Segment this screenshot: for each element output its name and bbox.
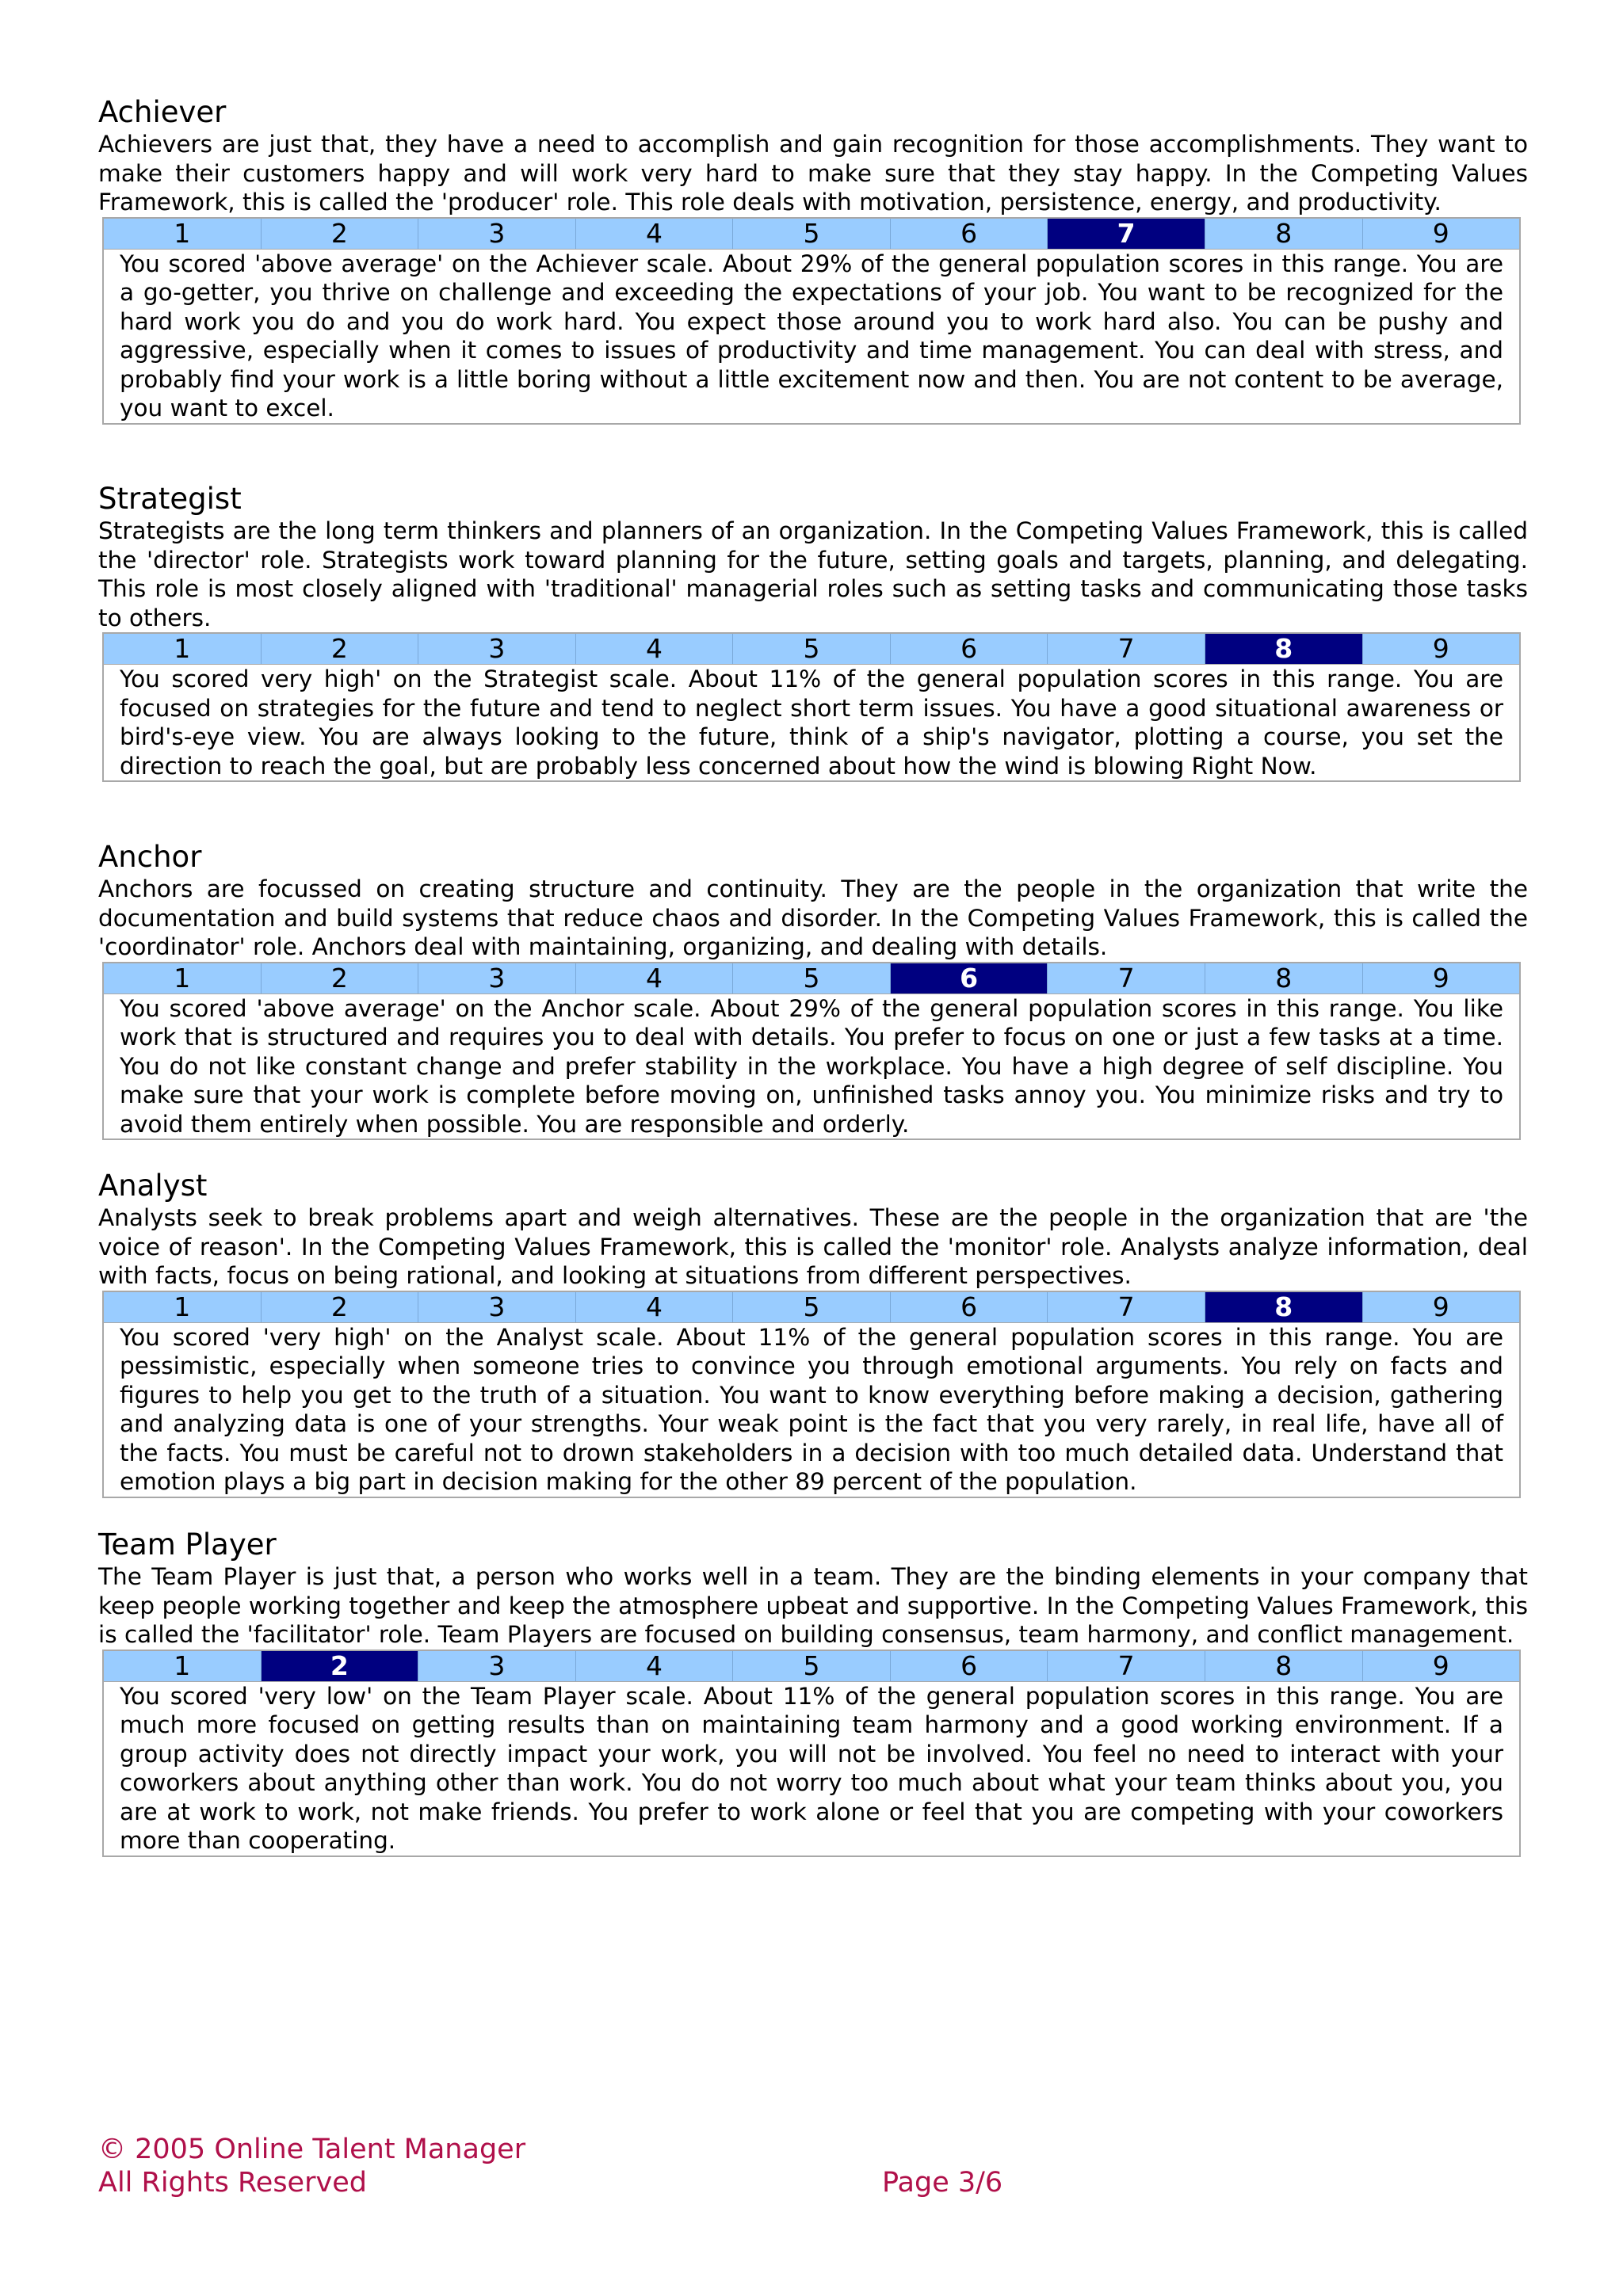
section-title: Strategist bbox=[98, 482, 242, 516]
score-result-text: You scored very high' on the Strategist scale. About 11% of the general population scores in this range. You are focused on strategies for the future and tend to neglect short term issues. You have a good situational awareness or bird's-eye view. You are always looking to the future, think of a ship's navigator, plotting a course, you set the direction to reach the goal, but are probably less concerned about how the wind is blowing Right Now. bbox=[104, 664, 1519, 780]
scale-cell-7: 7 bbox=[1048, 634, 1205, 664]
scale-cell-7: 7 bbox=[1048, 1651, 1205, 1681]
scale-cell-4: 4 bbox=[576, 1292, 734, 1322]
scale-cell-9: 9 bbox=[1363, 1292, 1520, 1322]
section-description: The Team Player is just that, a person who works well in a team. They are the binding elements in your company that keep people working together and keep the atmosphere upbeat and supportive. In the Competing Values Framework, this is called the 'facilitator' role. Team Players are focused on building consensus, team harmony, and conflict management. bbox=[98, 1563, 1528, 1648]
scale-cell-5: 5 bbox=[733, 634, 891, 664]
section-description: Achievers are just that, they have a need to accomplish and gain recognition for those accomplishments. They want to make their customers happy and will work very hard to make sure that they stay happy. In the Competing Values Framework, this is called the 'producer' role. This role deals with motivation, persistence, energy, and productivity. bbox=[98, 131, 1528, 215]
scale-cell-8: 8 bbox=[1205, 1292, 1363, 1322]
scale-cell-6: 6 bbox=[891, 1651, 1048, 1681]
section-description: Analysts seek to break problems apart and weigh alternatives. These are the people in the organization that are 'the voice of reason'. In the Competing Values Framework, this is called the 'monitor' role. Analysts analyze information, deal with facts, focus on being rational, and looking at situations from different perspectives. bbox=[98, 1204, 1528, 1289]
score-scale bbox=[102, 1650, 1521, 1857]
score-result-text: You scored 'very high' on the Analyst scale. About 11% of the general population scores in this range. You are pessimistic, especially when someone tries to convince you through emotional arguments. You rely on facts and figures to help you get to the truth of a situation. You want to know everything before making a decision, gathering and analyzing data is one of your strengths. Your weak point is the fact that you very rarely, in real life, have all of the facts. You must be careful not to drown stakeholders in a decision with too much detailed data. Understand that emotion plays a big part in decision making for the other 89 percent of the population. bbox=[104, 1322, 1519, 1497]
section-title: Achiever bbox=[98, 95, 227, 129]
scale-cell-2: 2 bbox=[262, 1292, 419, 1322]
scale-cell-4: 4 bbox=[576, 963, 734, 994]
scale-row bbox=[104, 634, 1519, 664]
scale-cell-6: 6 bbox=[891, 963, 1048, 994]
scale-row bbox=[104, 219, 1519, 249]
scale-row bbox=[104, 1292, 1519, 1322]
scale-cell-6: 6 bbox=[891, 1292, 1048, 1322]
section-anchor bbox=[98, 840, 1528, 1140]
section-title: Team Player bbox=[98, 1527, 277, 1562]
score-scale bbox=[102, 632, 1521, 782]
scale-cell-5: 5 bbox=[733, 1292, 891, 1322]
score-scale bbox=[102, 217, 1521, 425]
scale-cell-4: 4 bbox=[576, 219, 734, 249]
scale-cell-3: 3 bbox=[418, 1651, 576, 1681]
scale-cell-1: 1 bbox=[104, 963, 262, 994]
score-result-text: You scored 'above average' on the Achiever scale. About 29% of the general population scores in this range. You are a go-getter, you thrive on challenge and exceeding the expectations of your job. You want to be recognized for the hard work you do and you do work hard. You expect those around you to work hard also. You can be pushy and aggressive, especially when it comes to issues of productivity and time management. You can deal with stress, and probably find your work is a little boring without a little excitement now and then. You are not content to be average, you want to excel. bbox=[104, 249, 1519, 423]
scale-cell-9: 9 bbox=[1363, 219, 1520, 249]
score-result-text: You scored 'very low' on the Team Player scale. About 11% of the general population scores in this range. You are much more focused on getting results than on maintaining team harmony and a good working environment. If a group activity does not directly impact your work, you will not be involved. You feel no need to interact with your coworkers about anything other than work. You do not worry too much about what your team thinks about you, you are at work to work, not make friends. You prefer to work alone or feel that you are competing with your coworkers more than cooperating. bbox=[104, 1681, 1519, 1855]
scale-cell-7: 7 bbox=[1048, 219, 1205, 249]
scale-cell-2: 2 bbox=[262, 634, 419, 664]
scale-cell-3: 3 bbox=[418, 219, 576, 249]
scale-cell-3: 3 bbox=[418, 963, 576, 994]
scale-cell-4: 4 bbox=[576, 634, 734, 664]
scale-cell-9: 9 bbox=[1363, 1651, 1520, 1681]
section-title: Anchor bbox=[98, 840, 202, 874]
scale-cell-7: 7 bbox=[1048, 963, 1205, 994]
scale-cell-1: 1 bbox=[104, 634, 262, 664]
scale-cell-5: 5 bbox=[733, 1651, 891, 1681]
section-description: Strategists are the long term thinkers and planners of an organization. In the Competing Values Framework, this is called the 'director' role. Strategists work toward planning for the future, setting goals and targets, planning, and delegating. This role is most closely aligned with 'traditional' managerial roles such as setting tasks and communicating those tasks to others. bbox=[98, 517, 1528, 631]
scale-cell-8: 8 bbox=[1205, 634, 1363, 664]
section-strategist bbox=[98, 482, 1528, 782]
scale-cell-3: 3 bbox=[418, 1292, 576, 1322]
scale-cell-5: 5 bbox=[733, 963, 891, 994]
footer-copyright-block bbox=[98, 2133, 525, 2199]
scale-cell-2: 2 bbox=[262, 219, 419, 249]
scale-cell-8: 8 bbox=[1205, 219, 1363, 249]
scale-cell-8: 8 bbox=[1205, 1651, 1363, 1681]
score-scale bbox=[102, 1291, 1521, 1498]
section-achiever bbox=[98, 95, 1528, 425]
scale-cell-6: 6 bbox=[891, 219, 1048, 249]
scale-cell-2: 2 bbox=[262, 1651, 419, 1681]
scale-cell-2: 2 bbox=[262, 963, 419, 994]
scale-row bbox=[104, 1651, 1519, 1681]
score-scale bbox=[102, 962, 1521, 1141]
scale-cell-1: 1 bbox=[104, 1292, 262, 1322]
scale-cell-5: 5 bbox=[733, 219, 891, 249]
scale-cell-1: 1 bbox=[104, 1651, 262, 1681]
scale-cell-6: 6 bbox=[891, 634, 1048, 664]
score-result-text: You scored 'above average' on the Anchor scale. About 29% of the general population scores in this range. You like work that is structured and requires you to deal with details. You prefer to focus on one or just a few tasks at a time. You do not like constant change and prefer stability in the workplace. You have a high degree of self discipline. You make sure that your work is complete before moving on, unfinished tasks annoy you. You minimize risks and try to avoid them entirely when possible. You are responsible and orderly. bbox=[104, 994, 1519, 1139]
scale-cell-9: 9 bbox=[1363, 634, 1520, 664]
scale-cell-4: 4 bbox=[576, 1651, 734, 1681]
section-description: Anchors are focussed on creating structure and continuity. They are the people in the organization that write the documentation and build systems that reduce chaos and disorder. In the Competing Values Framework, this is called the 'coordinator' role. Anchors deal with maintaining, organizing, and dealing with details. bbox=[98, 875, 1528, 960]
scale-row bbox=[104, 963, 1519, 994]
section-team-player bbox=[98, 1527, 1528, 1857]
scale-cell-3: 3 bbox=[418, 634, 576, 664]
section-analyst bbox=[98, 1169, 1528, 1498]
footer-copyright: © 2005 Online Talent Manager bbox=[98, 2134, 526, 2165]
scale-cell-9: 9 bbox=[1363, 963, 1520, 994]
scale-cell-1: 1 bbox=[104, 219, 262, 249]
section-title: Analyst bbox=[98, 1169, 208, 1203]
footer-rights: All Rights Reserved bbox=[98, 2167, 367, 2199]
scale-cell-7: 7 bbox=[1048, 1292, 1205, 1322]
page-number: Page 3/6 bbox=[882, 2167, 1003, 2199]
scale-cell-8: 8 bbox=[1205, 963, 1363, 994]
